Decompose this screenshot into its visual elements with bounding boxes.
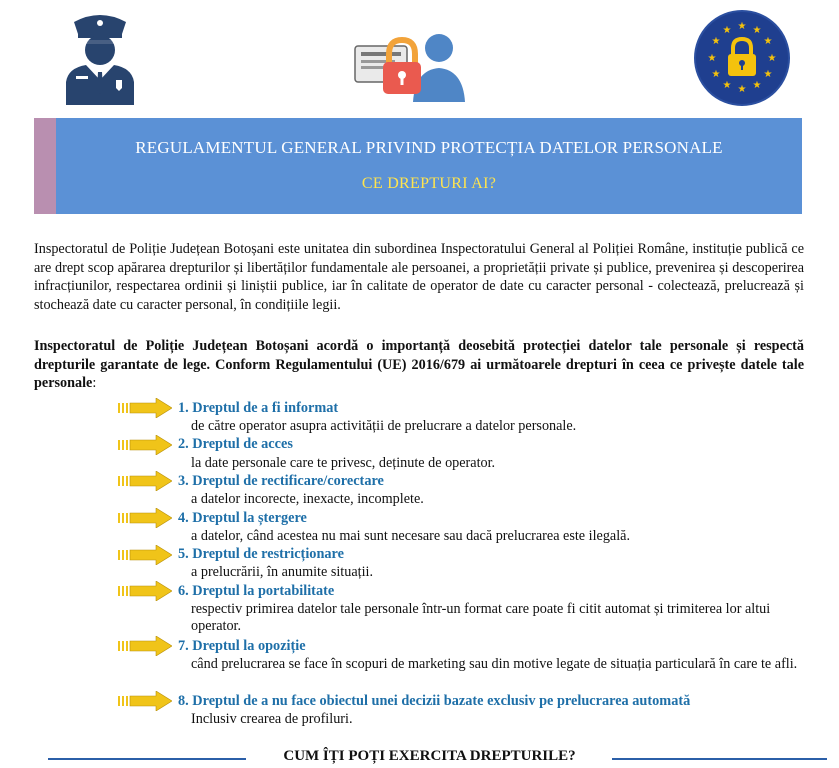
arrow-icon <box>118 691 172 711</box>
svg-text:★: ★ <box>763 69 773 80</box>
svg-text:★: ★ <box>752 80 762 91</box>
right-title-2: 2. Dreptul de acces <box>178 436 293 452</box>
right-title-7: 7. Dreptul la opoziție <box>178 638 306 654</box>
right-title-6: 6. Dreptul la portabilitate <box>178 583 335 599</box>
right-desc-6: respectiv primirea datelor tale personale într-un format care poate fi citit automat și trimiterea lor altui operator. <box>191 601 771 634</box>
lead-text: Inspectoratul de Poliție Județean Botoșani acordă o importanță deosebită protecției datelor tale personale și respectă drepturile garantate de lege. Conform Regulamentului (UE) 2016/679 ai următoarele drepturi în ceea ce privește datele tale personale <box>34 338 804 391</box>
arrow-icon <box>118 581 172 601</box>
eu-lock-icon <box>693 9 791 107</box>
svg-text:★: ★ <box>737 84 747 95</box>
svg-text:★: ★ <box>711 36 721 47</box>
arrow-icon <box>118 471 172 491</box>
right-desc-3: a datelor incorecte, inexacte, incomplete. <box>191 491 424 507</box>
footer-heading: CUM ÎȚI POȚI EXERCITA DREPTURILE? <box>283 748 576 764</box>
banner-accent-stripe <box>34 118 56 214</box>
right-title-4: 4. Dreptul la ștergere <box>178 510 307 526</box>
banner-title: REGULAMENTUL GENERAL PRIVIND PROTECȚIA DATELOR PERSONALE <box>135 138 723 157</box>
police-officer-icon <box>60 10 140 105</box>
svg-text:★: ★ <box>737 21 747 32</box>
svg-text:★: ★ <box>707 53 717 64</box>
svg-text:★: ★ <box>722 80 732 91</box>
right-title-8: 8. Dreptul de a nu face obiectul unei decizii bazate exclusiv pe prelucrarea automată <box>178 693 691 709</box>
right-desc-4: a datelor, când acestea nu mai sunt necesare sau dacă prelucrarea este ilegală. <box>191 528 630 544</box>
document-lock-icon <box>353 30 468 102</box>
right-desc-5: a prelucrării, în anumite situații. <box>191 564 374 580</box>
header-icons <box>0 0 839 118</box>
right-title-5: 5. Dreptul de restricționare <box>178 546 344 562</box>
footer-rule-right <box>612 758 827 760</box>
banner-subtitle: CE DREPTURI AI? <box>361 175 497 192</box>
right-title-3: 3. Dreptul de rectificare/corectare <box>178 473 384 489</box>
right-title-1: 1. Dreptul de a fi informat <box>178 400 339 416</box>
title-banner <box>34 118 802 214</box>
svg-text:★: ★ <box>767 53 777 64</box>
right-desc-2: la date personale care te privesc, deținute de operator. <box>191 455 496 471</box>
intro-paragraph: Inspectoratul de Poliție Județean Botoșani este unitatea din subordinea Inspectoratului General al Poliției Române, instituție publică ce are drept scop apărarea drepturilor și libertăților fundamentale ale persoanei, a proprietății private și publice, prevenirea și descoperirea infracțiunilor, respectarea ordinii și liniștii publice, iar în calitate de operator de date cu caracter personal - colectează, prelucrează și stochează date cu caracter personal, în condițiile legii. <box>34 241 804 313</box>
svg-text:★: ★ <box>711 69 721 80</box>
arrow-icon <box>118 508 172 528</box>
arrow-icon <box>118 545 172 565</box>
lead-paragraph <box>34 337 804 393</box>
svg-text:★: ★ <box>752 25 762 36</box>
svg-text:★: ★ <box>763 36 773 47</box>
right-desc-7: când prelucrarea se face în scopuri de marketing sau din motive legate de situația particulară în care te afli. <box>191 656 798 672</box>
footer-rule-left <box>48 758 246 760</box>
lead-tail: : <box>92 375 97 391</box>
svg-text:★: ★ <box>722 25 732 36</box>
right-desc-1: de către operator asupra activității de prelucrare a datelor personale. <box>191 418 577 434</box>
arrow-icon <box>118 398 172 418</box>
arrow-icon <box>118 636 172 656</box>
arrow-icon <box>118 435 172 455</box>
right-desc-8: Inclusiv crearea de profiluri. <box>191 711 353 727</box>
